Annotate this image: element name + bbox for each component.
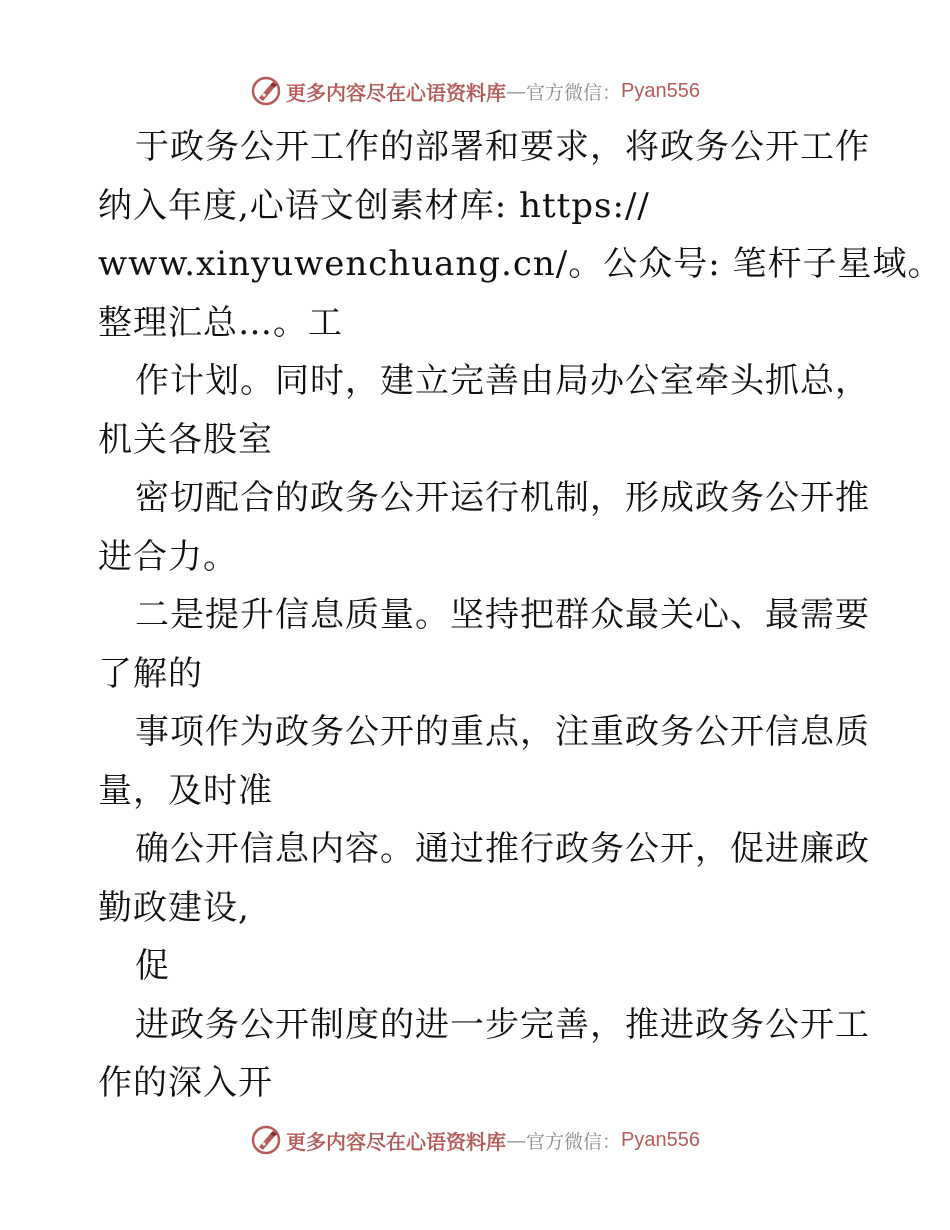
- pen-nib-circle-icon: [250, 75, 282, 107]
- header-banner: [0, 71, 950, 111]
- body-line: 整理汇总…。工: [98, 302, 343, 343]
- body-line: www.xinyuwenchuang.cn/。公众号: 笔杆子星域。: [98, 244, 943, 284]
- body-line: 促: [135, 946, 170, 986]
- body-line: 事项作为政务公开的重点，注重政务公开信息质: [135, 712, 870, 752]
- body-line: 进政务公开制度的进一步完善，推进政务公开工: [135, 1004, 870, 1045]
- banner-wechat-id: Pyan556: [621, 79, 700, 102]
- body-line: 纳入年度,心语文创素材库: https://: [98, 185, 650, 226]
- banner-separator: —: [506, 79, 526, 103]
- body-line: 密切配合的政务公开运行机制，形成政务公开推: [135, 478, 870, 518]
- body-line: 机关各股室: [98, 419, 273, 460]
- body-line: 量，及时准: [98, 770, 273, 811]
- body-line: 作计划。同时，建立完善由局办公室牵头抓总，: [135, 361, 870, 401]
- body-line: 二是提升信息质量。坚持把群众最关心、最需要: [135, 595, 870, 635]
- banner-title: 更多内容尽在心语资料库: [286, 1129, 506, 1154]
- banner-official-label: 官方微信：: [526, 81, 622, 104]
- banner-title: 更多内容尽在心语资料库: [286, 80, 506, 105]
- body-line: 确公开信息内容。通过推行政务公开，促进廉政: [135, 829, 870, 869]
- body-line: 进合力。: [98, 536, 238, 577]
- body-line: 作的深入开: [98, 1063, 273, 1103]
- document-body: [98, 118, 943, 1113]
- banner-separator: —: [506, 1128, 526, 1152]
- body-line: 了解的: [98, 653, 203, 694]
- body-line: 于政务公开工作的部署和要求，将政务公开工作: [135, 127, 870, 167]
- banner-wechat-id: Pyan556: [621, 1128, 700, 1151]
- banner-official-label: 官方微信：: [526, 1130, 622, 1153]
- footer-banner: [0, 1120, 950, 1160]
- pen-nib-circle-icon: [250, 1124, 282, 1156]
- body-line: 勤政建设,: [98, 887, 250, 928]
